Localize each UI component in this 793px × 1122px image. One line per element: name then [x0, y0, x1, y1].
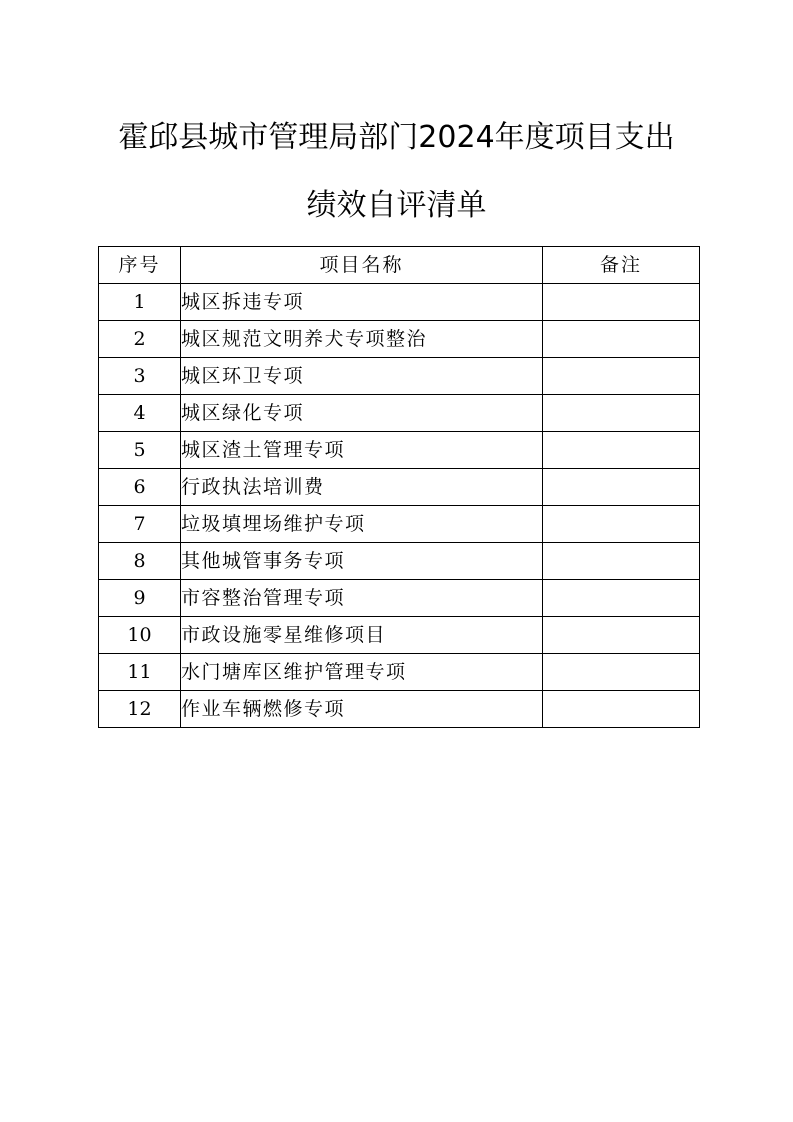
row-project-name: 其他城管事务专项 [181, 543, 543, 580]
row-project-name: 行政执法培训费 [181, 469, 543, 506]
table-row [99, 580, 700, 617]
document-title-line-1: 霍邱县城市管理局部门2024年度项目支出 [118, 120, 675, 155]
table-row [99, 284, 700, 321]
row-project-name: 垃圾填埋场维护专项 [181, 506, 543, 543]
table-row [99, 395, 700, 432]
table-row [99, 358, 700, 395]
row-project-name: 市容整治管理专项 [181, 580, 543, 617]
header-remarks: 备注 [543, 247, 700, 284]
row-number: 12 [99, 691, 181, 728]
row-remarks [543, 284, 700, 321]
table-row [99, 321, 700, 358]
row-number: 5 [99, 432, 181, 469]
row-number: 8 [99, 543, 181, 580]
row-project-name: 市政设施零星维修项目 [181, 617, 543, 654]
row-number: 6 [99, 469, 181, 506]
row-remarks [543, 432, 700, 469]
row-remarks [543, 580, 700, 617]
row-number: 3 [99, 358, 181, 395]
row-remarks [543, 469, 700, 506]
row-remarks [543, 617, 700, 654]
table-row [99, 469, 700, 506]
table-header-row [99, 247, 700, 284]
row-remarks [543, 654, 700, 691]
row-remarks [543, 321, 700, 358]
project-list-table [98, 246, 700, 728]
row-project-name: 城区拆违专项 [181, 284, 543, 321]
row-remarks [543, 543, 700, 580]
row-project-name: 城区规范文明养犬专项整治 [181, 321, 543, 358]
document-title-line-2: 绩效自评清单 [306, 188, 487, 223]
row-project-name: 作业车辆燃修专项 [181, 691, 543, 728]
table-row [99, 506, 700, 543]
table-row [99, 432, 700, 469]
row-number: 1 [99, 284, 181, 321]
row-project-name: 城区渣土管理专项 [181, 432, 543, 469]
header-project-name: 项目名称 [181, 247, 543, 284]
row-project-name: 城区绿化专项 [181, 395, 543, 432]
row-number: 2 [99, 321, 181, 358]
row-remarks [543, 395, 700, 432]
row-project-name: 水门塘库区维护管理专项 [181, 654, 543, 691]
table-row [99, 691, 700, 728]
row-project-name: 城区环卫专项 [181, 358, 543, 395]
row-number: 4 [99, 395, 181, 432]
row-number: 9 [99, 580, 181, 617]
row-remarks [543, 506, 700, 543]
row-number: 7 [99, 506, 181, 543]
table-row [99, 617, 700, 654]
table-row [99, 654, 700, 691]
row-number: 11 [99, 654, 181, 691]
row-number: 10 [99, 617, 181, 654]
table-row [99, 543, 700, 580]
row-remarks [543, 358, 700, 395]
header-serial-number: 序号 [99, 247, 181, 284]
row-remarks [543, 691, 700, 728]
